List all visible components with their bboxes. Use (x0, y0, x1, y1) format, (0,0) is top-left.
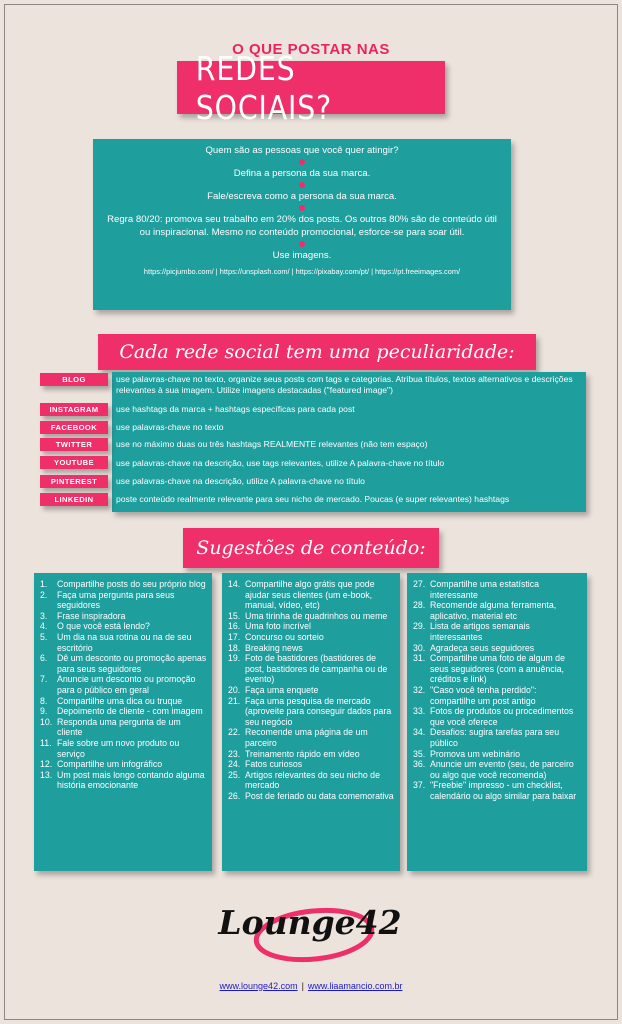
suggestion-number: 34. (413, 727, 426, 738)
suggestion-number: 22. (228, 727, 241, 738)
suggestion-number: 16. (228, 621, 241, 632)
suggestion-number: 26. (228, 790, 241, 801)
suggestion-item (413, 579, 583, 600)
network-label-linkedin: LINKEDIN (40, 493, 108, 506)
suggestion-text: Faça uma enquete (245, 684, 319, 695)
suggestion-text: Anuncie um evento (seu, de parceiro ou algo que você recomenda) (430, 759, 574, 780)
suggestion-item (40, 717, 208, 738)
suggestion-number: 35. (413, 748, 426, 759)
network-desc-youtube: use palavras-chave na descrição, use tags relevantes, utilize A palavra-chave no título (116, 458, 445, 468)
suggestion-number: 4. (40, 621, 48, 632)
suggestion-item (228, 632, 396, 643)
suggestion-item (413, 653, 583, 685)
lounge42-logo (210, 894, 410, 964)
network-desc-pinterest: use palavras-chave na descrição, utilize A palavra-chave no título (116, 476, 365, 486)
suggestion-number: 29. (413, 621, 426, 632)
bullet-dot (299, 205, 305, 211)
network-desc-linkedin: poste conteúdo realmente relevante para seu nicho de mercado. Poucas (e super relevantes) hashtags (116, 494, 510, 504)
network-desc-instagram: use hashtags da marca + hashtags específicas para cada post (116, 404, 355, 414)
network-label-youtube: YOUTUBE (40, 456, 108, 469)
suggestion-text: Faça uma pergunta para seus seguidores (57, 589, 175, 611)
suggestion-item (40, 590, 208, 611)
suggestion-text: Compartilhe uma dica ou truque (57, 695, 183, 706)
suggestion-number: 18. (228, 642, 241, 653)
suggestion-text: Foto de bastidores (bastidores de post, bastidores de campanha ou de evento) (245, 653, 388, 685)
suggestion-text: Fatos curiosos (245, 759, 303, 770)
suggestion-text: Faça uma pesquisa de mercado (aproveite para conseguir dados para seu negócio (245, 695, 392, 727)
tip-item: Fale/escreva como a persona da sua marca. (207, 191, 397, 202)
suggestion-number: 23. (228, 748, 241, 759)
suggestion-text: Frase inspiradora (57, 610, 126, 621)
bullet-dot (299, 182, 305, 188)
suggestions-banner-text: Sugestões de conteúdo: (196, 537, 426, 559)
tip-item: Use imagens. (272, 250, 332, 261)
suggestion-text: Post de feriado ou data comemorativa (245, 790, 394, 801)
suggestion-number: 12. (40, 759, 53, 770)
suggestion-item (413, 759, 583, 780)
suggestion-item (40, 611, 208, 622)
suggestion-item (413, 643, 583, 654)
suggestion-item (413, 685, 583, 706)
suggestion-text: Responda uma pergunta de um cliente (57, 716, 181, 738)
title-banner-text: REDES SOCIAIS? (195, 48, 333, 127)
suggestion-item (40, 653, 208, 674)
suggestion-text: Fale sobre um novo produto ou serviço (57, 737, 180, 759)
suggestion-number: 2. (40, 589, 48, 600)
suggestion-number: 20. (228, 684, 241, 695)
suggestion-number: 32. (413, 684, 426, 695)
suggestion-text: Artigos relevantes do seu nicho de mercado (245, 769, 380, 791)
suggestion-item (228, 611, 396, 622)
suggestion-text: Compartilhe um infográfico (57, 759, 163, 770)
suggestion-text: Compartilhe uma foto de algum de seus seguidores (com a anuência, créditos e link) (430, 653, 565, 685)
footer-link-lounge42[interactable]: www.lounge42.com (219, 981, 298, 991)
suggestion-item (228, 727, 396, 748)
suggestion-number: 28. (413, 600, 426, 611)
suggestion-text: Treinamento rápido em vídeo (245, 748, 360, 759)
suggestion-text: Um dia na sua rotina ou na de seu escritório (57, 631, 192, 653)
suggestion-text: Uma tirinha de quadrinhos ou meme (245, 610, 388, 621)
suggestion-number: 1. (40, 579, 48, 589)
suggestion-item (40, 706, 208, 717)
suggestion-number: 10. (40, 716, 53, 727)
networks-banner-text: Cada rede social tem uma peculiaridade: (119, 341, 515, 363)
suggestion-text: Desafios: sugira tarefas para seu público (430, 727, 560, 748)
suggestion-item (228, 621, 396, 632)
logo-text: Lounge42 (218, 903, 402, 942)
suggestion-number: 33. (413, 706, 426, 717)
networks-banner (98, 334, 536, 370)
network-label-blog: BLOG (40, 373, 108, 386)
suggestion-number: 37. (413, 780, 426, 791)
suggestion-item (228, 759, 396, 770)
suggestion-number: 15. (228, 610, 241, 621)
network-desc-blog: use palavras-chave no texto, organize seus posts com tags e categorias. Atribua títulos, textos alternativos e descrições relevantes à sua imagem. Utilize imagens destacadas ("featured image") (116, 374, 573, 395)
suggestion-text: Lista de artigos semanais interessantes (430, 621, 530, 642)
suggestion-text: Anuncie um desconto ou promoção para o público em geral (57, 674, 196, 695)
suggestion-text: Recomende alguma ferramenta, aplicativo, material etc (430, 600, 557, 621)
suggestion-number: 21. (228, 695, 241, 706)
suggestion-item (413, 706, 583, 727)
tip-item: Regra 80/20: promova seu trabalho em 20% dos posts. Os outros 80% são de conteúdo útil ou inspiracional. Mesmo no conteúdo promocional, esforce-se para soar útil. (107, 214, 497, 238)
suggestion-number: 9. (40, 706, 48, 717)
suggestion-item (228, 643, 396, 654)
suggestion-number: 24. (228, 759, 241, 770)
suggestion-text: Concurso ou sorteio (245, 631, 324, 642)
suggestion-number: 14. (228, 579, 241, 589)
suggestion-text: Promova um webinário (430, 748, 520, 759)
suggestion-item (228, 791, 396, 802)
suggestion-item (413, 600, 583, 621)
network-label-instagram: INSTAGRAM (40, 403, 108, 416)
suggestion-item (40, 621, 208, 632)
tips-box (93, 139, 511, 310)
suggestion-text: Compartilhe uma estatística interessante (430, 579, 540, 600)
suggestion-text: O que você está lendo? (57, 621, 150, 632)
suggestion-number: 25. (228, 769, 241, 780)
suggestion-text: "Caso você tenha perdido": compartilhe um post antigo (430, 684, 537, 706)
suggestion-text: Breaking news (245, 642, 303, 653)
suggestion-number: 3. (40, 610, 48, 621)
suggestion-item (228, 770, 396, 791)
suggestion-item (228, 579, 396, 611)
suggestion-text: "Freebie" impresso - um checklist, calendário ou algo similar para baixar (430, 780, 577, 801)
suggestion-item (228, 749, 396, 760)
suggestion-item (40, 632, 208, 653)
suggestion-text: Agradeça seus seguidores (430, 642, 535, 653)
footer-link-liaamancio[interactable]: www.liaamancio.com.br (307, 981, 403, 991)
footer-separator: | (301, 981, 304, 991)
suggestion-item (40, 738, 208, 759)
tip-item: Quem são as pessoas que você quer atingir? (205, 145, 399, 156)
suggestion-number: 30. (413, 642, 426, 653)
suggestion-number: 6. (40, 653, 48, 664)
bullet-dot (299, 241, 305, 247)
suggestion-text: Depoimento de cliente - com imagem (57, 706, 203, 717)
suggestions-column-1 (34, 573, 212, 871)
suggestion-item (228, 685, 396, 696)
suggestion-item (40, 770, 208, 791)
image-sites-links[interactable]: https://picjumbo.com/ | https://unsplash.com/ | https://pixabay.com/pt/ | https://pt.freeimages.com/ (143, 267, 461, 276)
suggestion-number: 13. (40, 769, 53, 780)
suggestion-number: 27. (413, 579, 426, 589)
suggestion-text: Compartilhe posts do seu próprio blog (57, 579, 206, 589)
network-desc-twitter: use no máximo duas ou três hashtags REALMENTE relevantes (não tem espaço) (116, 439, 428, 449)
page-title: O QUE POSTAR NAS (232, 41, 390, 58)
suggestion-text: Recomende uma página de um parceiro (245, 727, 368, 748)
suggestion-item (413, 780, 583, 801)
suggestion-text: Um post mais longo contando alguma história emocionante (57, 769, 205, 791)
suggestion-number: 36. (413, 759, 426, 770)
suggestion-item (228, 696, 396, 728)
suggestion-item (40, 674, 208, 695)
network-desc-facebook: use palavras-chave no texto (116, 422, 224, 432)
suggestion-text: Fotos de produtos ou procedimentos que você oferece (430, 706, 574, 727)
network-label-twitter: TWITTER (40, 438, 108, 451)
suggestion-item (413, 727, 583, 748)
footer (0, 981, 622, 991)
network-label-facebook: FACEBOOK (40, 421, 108, 434)
suggestion-item (413, 749, 583, 760)
suggestion-text: Compartilhe algo grátis que pode ajudar seus clientes (um e-book, manual, vídeo, etc) (245, 579, 375, 611)
suggestion-number: 19. (228, 653, 241, 664)
suggestion-number: 8. (40, 695, 48, 706)
suggestions-column-3 (407, 573, 587, 871)
suggestion-item (413, 621, 583, 642)
suggestion-text: Dê um desconto ou promoção apenas para seus seguidores (57, 653, 207, 674)
tip-item: Defina a persona da sua marca. (233, 168, 371, 179)
suggestion-number: 31. (413, 653, 426, 664)
suggestion-number: 11. (40, 737, 52, 748)
suggestion-item (40, 579, 208, 590)
suggestions-banner (183, 528, 439, 568)
network-label-pinterest: PINTEREST (40, 475, 108, 488)
suggestion-text: Uma foto incrível (245, 621, 311, 632)
suggestions-column-2 (222, 573, 400, 871)
suggestion-number: 5. (40, 631, 48, 642)
suggestion-item (40, 759, 208, 770)
suggestion-number: 17. (228, 631, 241, 642)
suggestion-item (228, 653, 396, 685)
bullet-dot (299, 159, 305, 165)
suggestion-number: 7. (40, 674, 48, 685)
suggestion-item (40, 696, 208, 707)
